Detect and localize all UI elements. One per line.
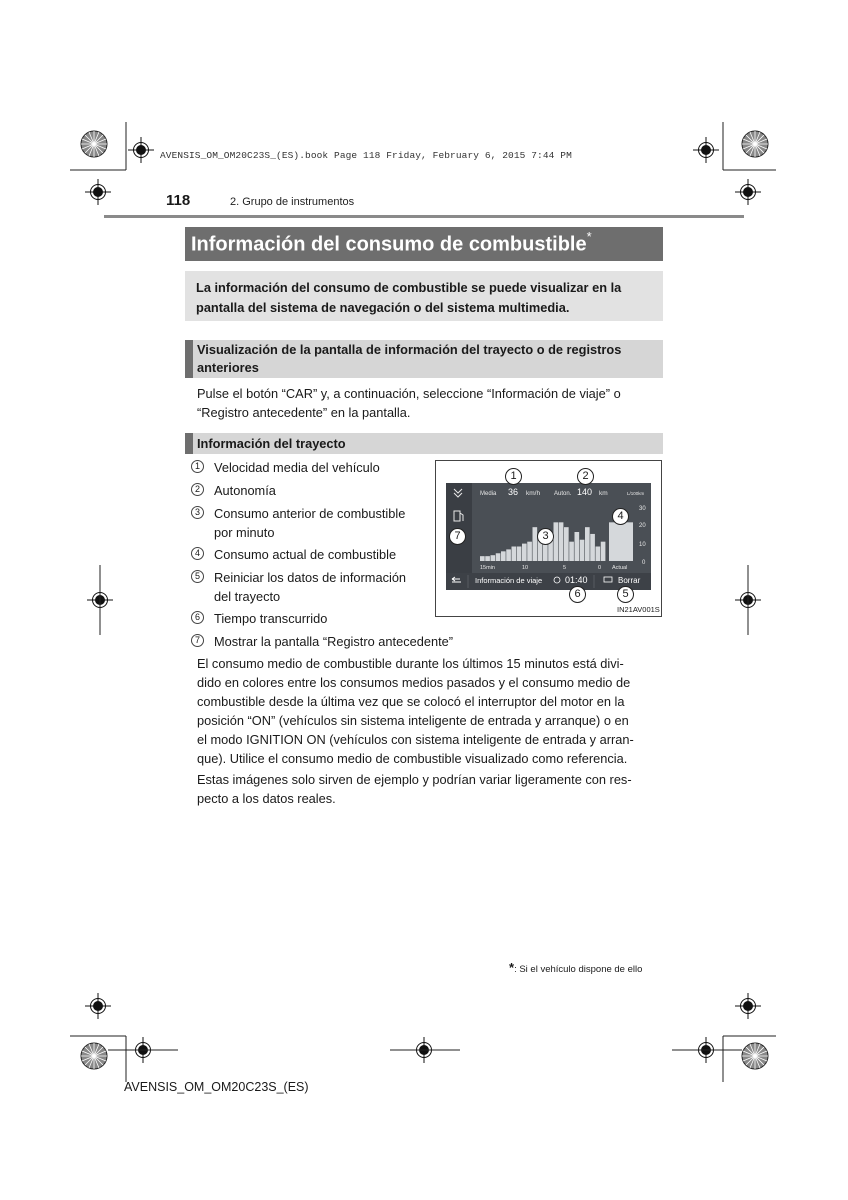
consumption-bar — [554, 522, 559, 561]
item-number: 1 — [191, 460, 204, 473]
callout-2: 2 — [577, 468, 594, 485]
document-code: AVENSIS_OM_OM20C23S_(ES) — [124, 1080, 309, 1094]
callout-3: 3 — [537, 528, 554, 545]
intro-box — [185, 271, 663, 321]
consumption-bar — [533, 527, 538, 561]
consumption-bar — [501, 551, 506, 561]
page-title — [191, 231, 592, 257]
callout-4: 4 — [612, 508, 629, 525]
y-tick: 20 — [639, 523, 646, 529]
paragraph-1-line-4: posición “ON” (vehículos sin sistema inteligente de entrada y arranque) o en — [197, 713, 629, 728]
paragraph-2-line-2: pecto a los datos reales. — [197, 791, 336, 806]
page-title-text: Información del consumo de combustible — [191, 233, 587, 256]
x-label: 0 — [598, 565, 602, 571]
item-number: 6 — [191, 611, 204, 624]
y-tick: 0 — [642, 560, 646, 566]
y-tick: 10 — [639, 542, 646, 548]
item-text: Tiempo transcurrido — [214, 611, 328, 626]
header-rule — [104, 215, 744, 218]
x-label: 5 — [563, 565, 567, 571]
instruction-line-1: Pulse el botón “CAR” y, a continuación, seleccione “Información de viaje” o — [197, 386, 621, 401]
consumption-bar — [512, 547, 517, 562]
avg-speed-label: Media — [480, 491, 497, 497]
consumption-bar — [517, 547, 522, 562]
callout-1: 1 — [505, 468, 522, 485]
paragraph-1-line-2: dido en colores entre los consumos medios pasados y el consumo medio de — [197, 675, 631, 690]
paragraph-2-line-1: Estas imágenes solo sirven de ejemplo y podrían variar ligeramente con res- — [197, 772, 632, 787]
reset-button[interactable]: Borrar — [618, 576, 641, 585]
item-text: Reiniciar los datos de información — [214, 570, 407, 585]
item-number: 5 — [191, 570, 204, 583]
range-value: 140 — [577, 487, 593, 497]
current-consumption-bar — [609, 522, 633, 561]
footnote — [509, 960, 642, 975]
figure-code: IN21AV001S — [617, 605, 660, 614]
book-info-line: AVENSIS_OM_OM20C23S_(ES).book Page 118 Friday, February 6, 2015 7:44 PM — [160, 150, 572, 161]
callout-7: 7 — [449, 528, 466, 545]
consumption-unit: L/100km — [627, 491, 645, 496]
item-number: 3 — [191, 506, 204, 519]
item-text-cont: por minuto — [214, 525, 275, 540]
subheading-display — [185, 340, 663, 378]
avg-speed-unit: km/h — [526, 490, 541, 497]
item-number: 7 — [191, 634, 204, 647]
consumption-bar — [596, 547, 601, 562]
title-band — [185, 227, 663, 261]
callout-5: 5 — [617, 586, 634, 603]
item-text: Consumo actual de combustible — [214, 547, 397, 562]
range-label: Auton. — [554, 491, 572, 497]
intro-text: La información del consumo de combustible se puede visualizar en la pantalla del sistema de navegación o del sistema multimedia. — [196, 280, 622, 315]
paragraph-1-line-1: El consumo medio de combustible durante los últimos 15 minutos está divi- — [197, 656, 624, 671]
paragraph-1-line-5: el modo IGNITION ON (vehículos con sistema inteligente de entrada y arran- — [197, 732, 634, 747]
footnote-mark: * — [509, 960, 515, 975]
x-label: 15min — [480, 565, 495, 571]
item-text: Autonomía — [214, 483, 276, 498]
consumption-bar — [590, 534, 595, 561]
callout-6: 6 — [569, 586, 586, 603]
consumption-bar — [543, 544, 548, 561]
page-number: 118 — [166, 192, 191, 209]
consumption-bar — [575, 532, 580, 561]
consumption-bar — [506, 549, 511, 561]
consumption-bar — [496, 553, 501, 561]
range-unit: km — [599, 490, 608, 497]
consumption-bar — [480, 556, 485, 561]
x-label: 10 — [522, 565, 529, 571]
item-text: Velocidad media del vehículo — [214, 460, 380, 475]
consumption-bar — [580, 540, 585, 561]
consumption-bar — [527, 542, 532, 561]
screen-title: Información de viaje — [475, 576, 543, 585]
paragraph-1-line-3: combustible desde la última vez que se colocó el interruptor del motor en la — [197, 694, 625, 709]
consumption-bar — [485, 556, 490, 561]
consumption-bar — [522, 544, 527, 561]
section-label: 2. Grupo de instrumentos — [230, 196, 355, 208]
elapsed-time: 01:40 — [565, 575, 588, 585]
subheading-display-text: Visualización de la pantalla de información del trayecto o de registros anteriores — [197, 342, 622, 375]
item-text-cont: del trayecto — [214, 589, 281, 604]
consumption-bar — [585, 527, 590, 561]
consumption-bar — [491, 555, 496, 561]
consumption-bar — [564, 527, 569, 561]
paragraph-1-line-6: que). Utilice el consumo medio de combustible visualizado como referencia. — [197, 751, 628, 766]
consumption-bar — [559, 522, 564, 561]
instruction-line-2: “Registro antecedente” en la pantalla. — [197, 405, 411, 420]
item-number: 2 — [191, 483, 204, 496]
avg-speed-value: 36 — [508, 487, 519, 497]
item-number: 4 — [191, 547, 204, 560]
footnote-text: : Si el vehículo dispone de ello — [514, 964, 643, 975]
item-text: Consumo anterior de combustible — [214, 506, 406, 521]
title-asterisk: * — [586, 229, 592, 244]
y-tick: 30 — [639, 506, 646, 512]
subheading-trip-info-text: Información del trayecto — [197, 436, 346, 451]
consumption-bar — [601, 542, 606, 561]
item-text: Mostrar la pantalla “Registro antecedente” — [214, 634, 453, 649]
x-label: Actual — [612, 565, 628, 571]
consumption-bar — [569, 542, 574, 561]
subheading-trip-info — [185, 433, 663, 454]
